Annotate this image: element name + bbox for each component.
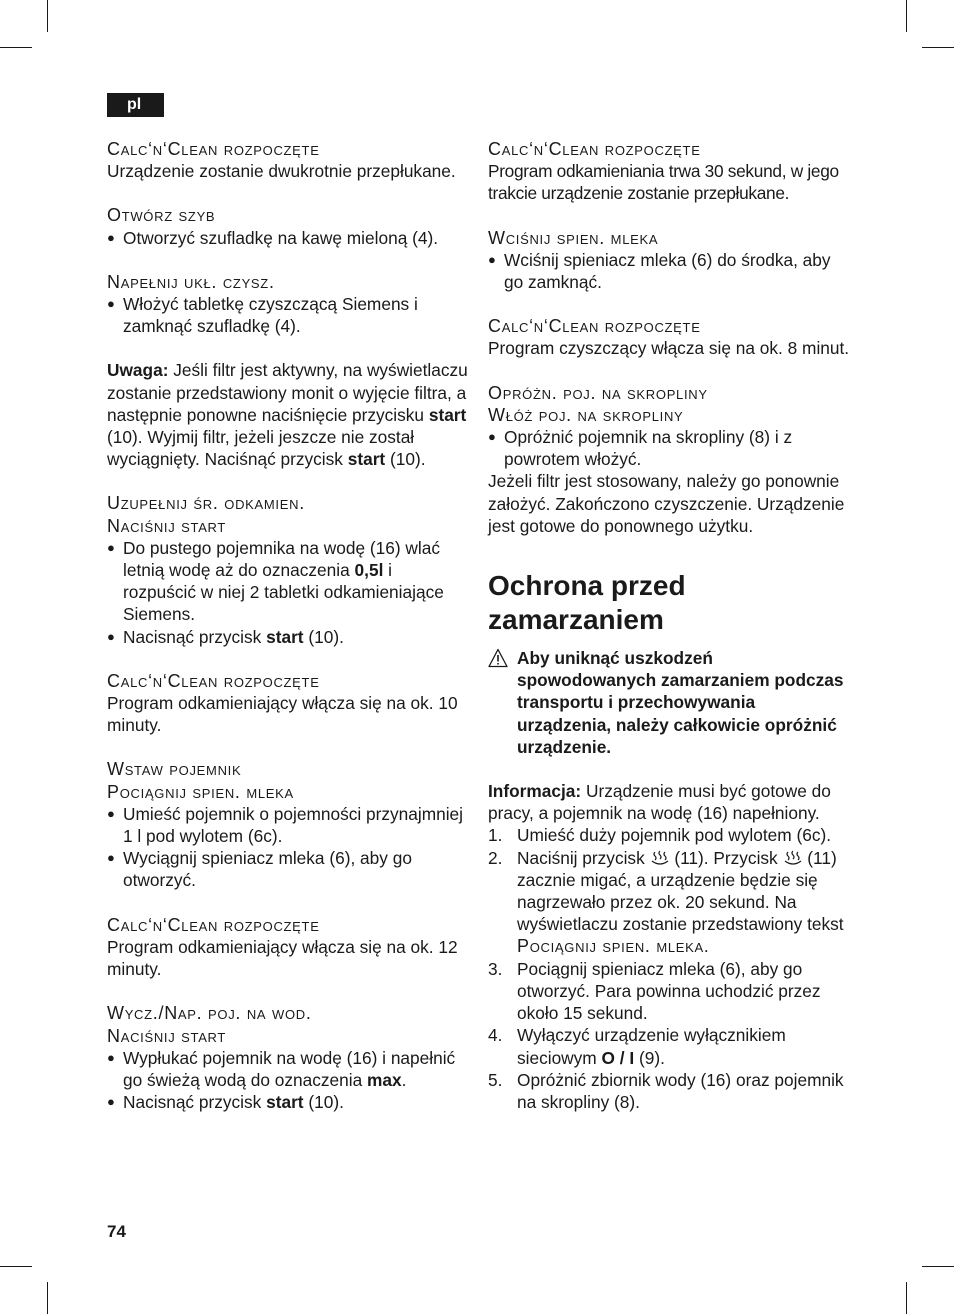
list-item: ● Wciśnij spieniacz mleka (6) do środka, aby go zamknąć. [488,249,850,293]
display-message: Otwórz szyb [107,205,216,226]
display-message: Calc‘n‘Clean rozpoczęte [107,139,320,159]
warning-notice [488,647,850,758]
note-paragraph: Uwaga: Jeśli filtr jest aktywny, na wyświetlaczu zostanie przedstawiony monit o wyjęcie filtra, a następnie ponowne naciśnięcie przycisku start (10). Wyjmij filtr, jeżeli jeszcze nie został wyciągnięty. Naciśnąć przycisk start (10). [107,360,468,470]
crop-mark [906,1282,907,1314]
page-number: 74 [107,1222,126,1241]
crop-mark [0,1266,32,1267]
section-heading: Ochrona przed zamarzaniem [488,570,686,636]
crop-mark [906,0,907,32]
list-item: 3. Pociągnij spieniacz mleka (6), aby go otworzyć. Para powinna uchodzić przez około 15 sekund. [488,958,821,1024]
paragraph: Jeżeli filtr jest stosowany, należy go ponownie założyć. Zakończono czyszczenie. Urządzenie jest gotowe do ponownego użytku. [488,471,845,536]
list-item: ● Wyciągnij spieniacz mleka (6), aby go otworzyć. [107,847,469,891]
steps-list [488,824,850,1113]
info-label: Informacja: [488,781,582,802]
bullet-list [488,249,850,293]
steam-icon [783,850,803,866]
list-item: ● Włożyć tabletkę czyszczącą Siemens i zamknąć szufladkę (4). [107,293,469,337]
display-message: Włóż poj. na skropliny [488,404,684,425]
list-item: ● Opróżnić pojemnik na skropliny (8) i z powrotem włożyć. [488,426,850,470]
display-message: Napełnij ukł. czysz. [107,271,275,292]
crop-mark [922,47,954,48]
paragraph: Program odkamieniania trwa 30 sekund, w jego trakcie urządzenie zostanie przepłukane. [488,161,839,204]
bullet-list [107,1047,469,1114]
list-item: ● Wypłukać pojemnik na wodę (16) i napełnić go świeżą wodą do oznaczenia max. [107,1047,469,1091]
list-item: ● Do pustego pojemnika na wodę (16) wlać letnią wodę aż do oznaczenia 0,5l i rozpuścić w niej 2 tabletki odkamieniające Siemens. [107,537,469,626]
language-tab: pl [107,93,164,117]
display-message: Calc‘n‘Clean rozpoczęte [488,139,701,159]
display-message: Naciśnij start [107,515,227,536]
display-message: Naciśnij start [107,1025,227,1046]
warning-text: Aby uniknąć uszkodzeń spowodowanych zamarzaniem podczas transportu i przechowywania urządzenia, należy całkowicie opróżnić urządzenie. [517,648,844,757]
right-column [488,138,850,1113]
display-message: Calc‘n‘Clean rozpoczęte [488,316,701,337]
power-switch-label: O / I [601,1047,635,1068]
list-item: 1. Umieść duży pojemnik pod wylotem (6c). [488,825,832,846]
display-message: Opróżn. poj. na skropliny [488,382,708,403]
crop-mark [47,1282,48,1314]
left-column [107,138,469,1113]
display-message: Wciśnij spien. mleka [488,227,659,248]
bullet-list [107,537,469,648]
paragraph: Program czyszczący włącza się na ok. 8 minut. [488,338,850,359]
display-message: Pociągnij spien. mleka [107,781,294,802]
display-message: Wycz./Nap. poj. na wod. [107,1003,312,1024]
list-item: 4. Wyłączyć urządzenie wyłącznikiem sieciowym O / I (9). [488,1025,786,1068]
display-message: Wstaw pojemnik [107,759,242,780]
paragraph: Urządzenie zostanie dwukrotnie przepłukane. [107,161,456,182]
crop-mark [47,0,48,32]
info-paragraph: Informacja: Urządzenie musi być gotowe do pracy, a pojemnik na wodę (16) napełniony. [488,781,831,824]
paragraph: Program odkamieniający włącza się na ok. 12 minuty. [107,936,458,980]
display-message: Pociągnij spien. mleka [517,936,704,957]
display-message: Calc‘n‘Clean rozpoczęte [107,670,320,691]
bullet-list [488,426,850,470]
warning-triangle-icon [488,648,508,668]
list-item: 2. Naciśnij przycisk (11). Przycisk (11) zacznie migać, a urządzenie będzie się nagrzewało przez ok. 20 sekund. Na wyświetlaczu zostanie przedstawiony tekst Pociągnij spien. mleka. [488,847,844,957]
display-message: Uzupełnij śr. odkamien. [107,493,305,514]
list-item: ● Otworzyć szufladkę na kawę mieloną (4). [107,227,469,249]
paragraph: Program odkamieniający włącza się na ok. 10 minuty. [107,693,458,736]
list-item: ● Nacisnąć przycisk start (10). [107,1091,469,1113]
list-item: ● Nacisnąć przycisk start (10). [107,626,469,648]
list-item: ● Umieść pojemnik o pojemności przynajmniej 1 l pod wylotem (6c). [107,803,469,847]
bullet-list [107,293,469,337]
crop-mark [922,1266,954,1267]
bullet-list [107,227,469,249]
list-item: 5. Opróżnić zbiornik wody (16) oraz pojemnik na skropliny (8). [488,1069,844,1112]
steam-icon [650,850,670,866]
note-label: Uwaga: [107,360,169,381]
bullet-list [107,803,469,892]
display-message: Calc‘n‘Clean rozpoczęte [107,914,320,935]
crop-mark [0,47,32,48]
